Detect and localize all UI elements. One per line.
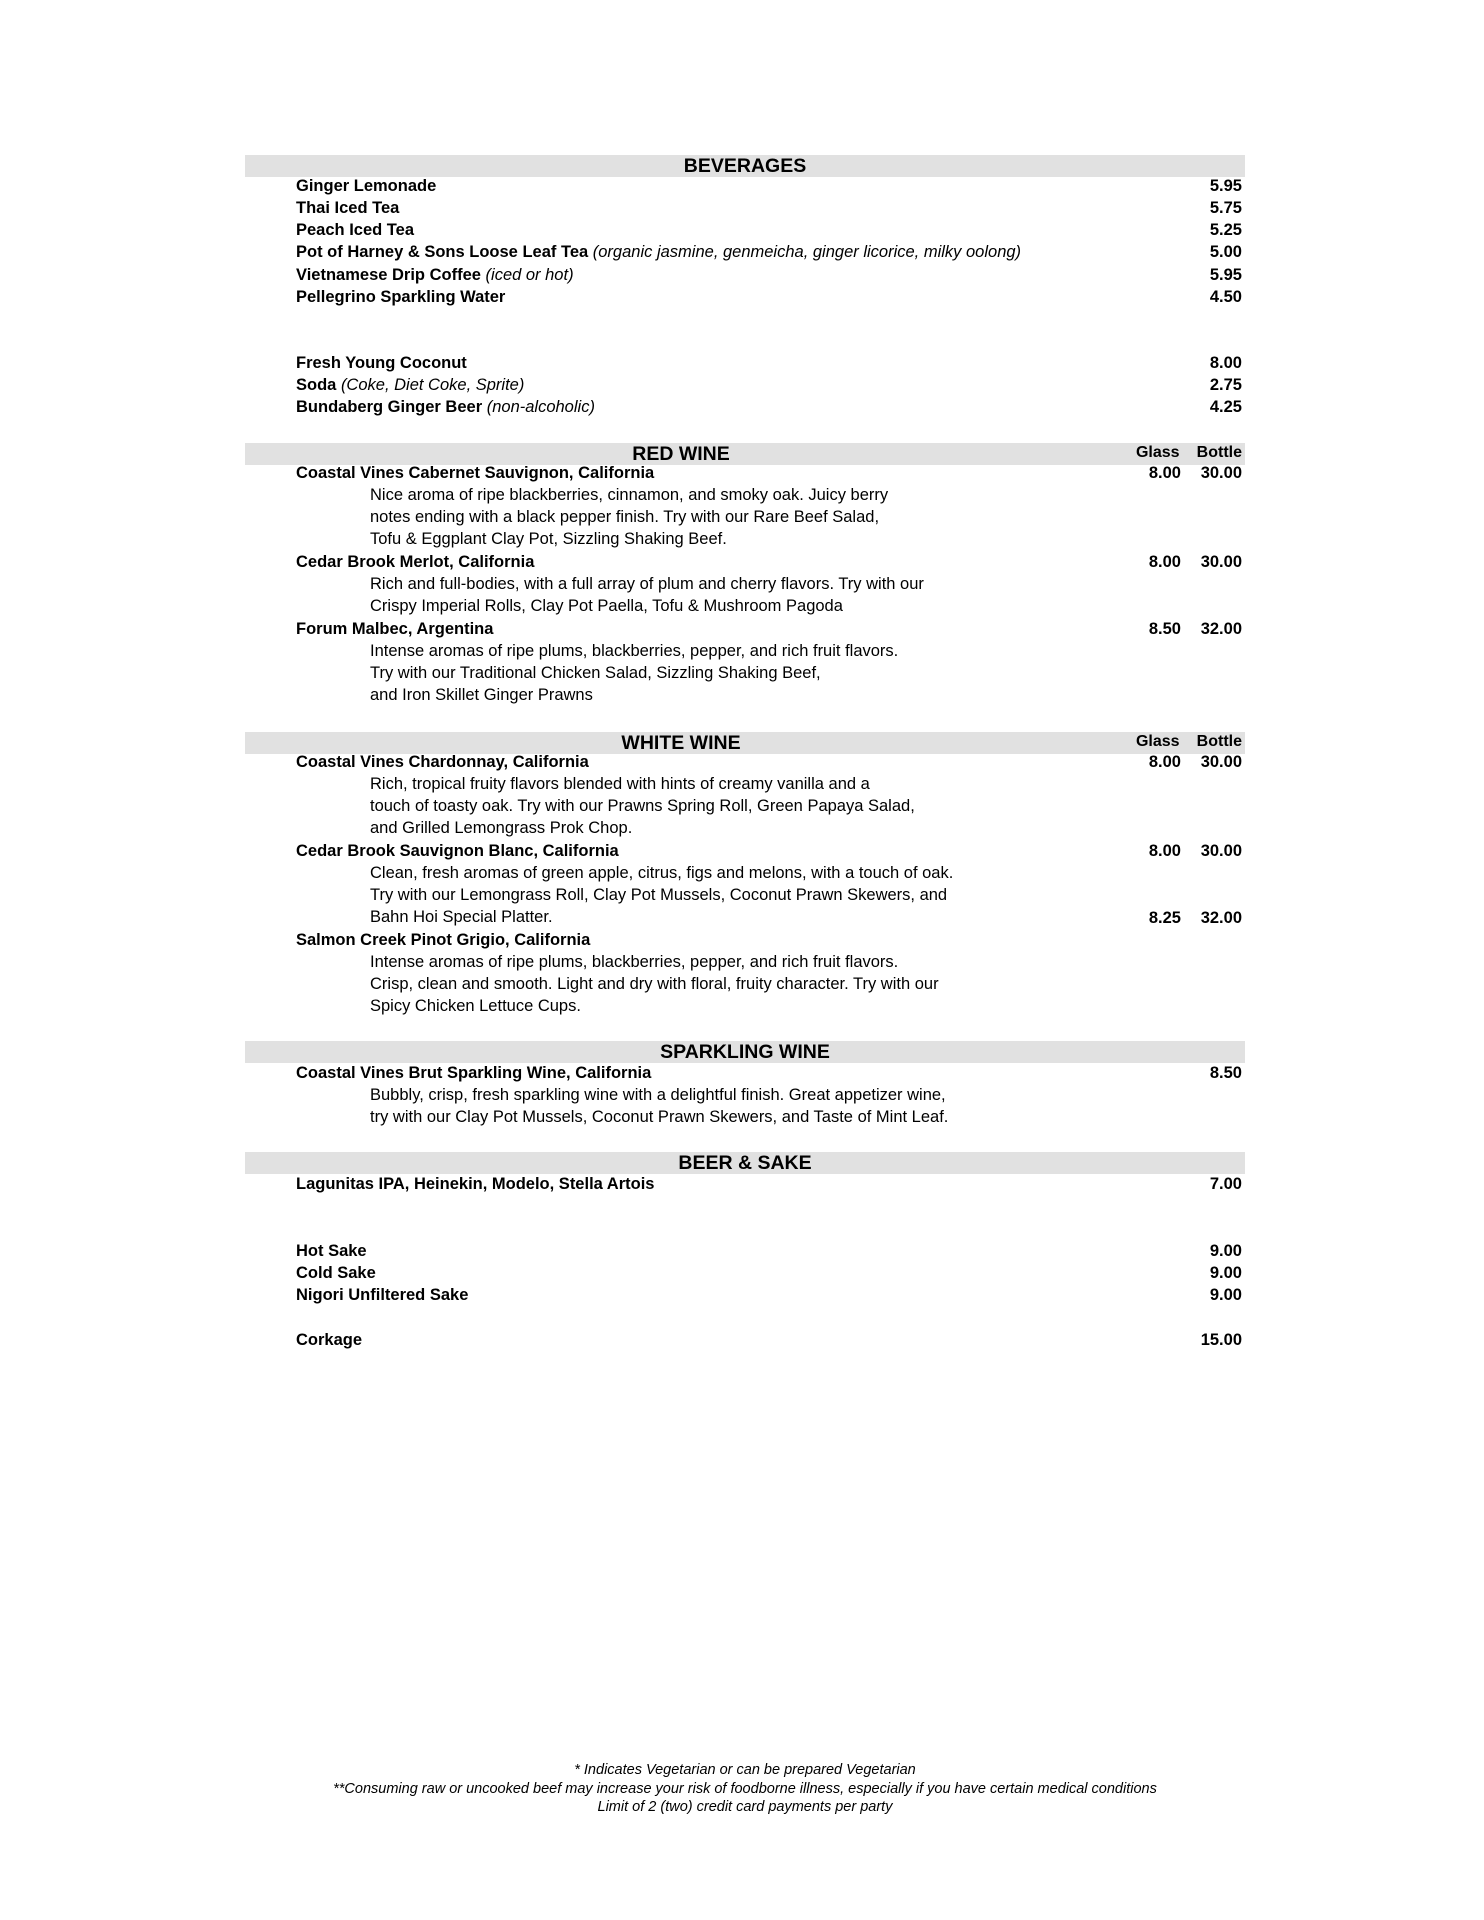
description-line: Crispy Imperial Rolls, Clay Pot Paella, Tofu & Mushroom Pagoda	[370, 597, 843, 616]
description-line: Spicy Chicken Lettuce Cups.	[370, 997, 581, 1016]
item-name: Lagunitas IPA, Heinekin, Modelo, Stella Artois	[296, 1175, 655, 1193]
description-line: and Iron Skillet Ginger Prawns	[370, 686, 593, 705]
wine-item	[296, 462, 1245, 484]
wine-price-row	[1100, 907, 1245, 929]
raw-beef-warning: **Consuming raw or uncooked beef may increase your risk of foodborne illness, especially if you have certain medical conditions	[333, 1780, 1157, 1797]
glass-column-label: Glass	[1135, 444, 1180, 461]
item-name: Pot of Harney & Sons Loose Leaf Tea	[296, 243, 589, 261]
description-line: Try with our Traditional Chicken Salad, Sizzling Shaking Beef,	[370, 664, 821, 683]
item-name: Nigori Unfiltered Sake	[296, 1286, 469, 1304]
item-name: Fresh Young Coconut	[296, 354, 467, 372]
description-line: Intense aromas of ripe plums, blackberries, pepper, and rich fruit flavors.	[370, 642, 899, 660]
description-line: Bahn Hoi Special Platter.	[370, 908, 553, 927]
wine-description	[370, 951, 939, 1018]
description-line: Clean, fresh aromas of green apple, citrus, figs and melons, with a touch of oak.	[370, 864, 954, 882]
bottle-price: 30.00	[1200, 553, 1242, 571]
glass-price: 8.00	[1148, 753, 1181, 771]
item-name: Salmon Creek Pinot Grigio, California	[296, 931, 591, 949]
description-line: Try with our Lemongrass Roll, Clay Pot Mussels, Coconut Prawn Skewers, and	[370, 886, 948, 905]
sparkling-wine-title: SPARKLING WINE	[660, 1041, 830, 1063]
price-columns	[1130, 732, 1242, 752]
wine-item	[296, 551, 1245, 573]
menu-item	[296, 374, 1245, 396]
bottle-column-label: Bottle	[1196, 733, 1242, 750]
menu-item	[296, 1173, 1245, 1195]
item-price: 5.25	[1209, 221, 1242, 239]
wine-description	[370, 1084, 948, 1128]
description-line: Crisp, clean and smooth. Light and dry with floral, fruity character. Try with our	[370, 975, 939, 994]
item-price: 9.00	[1209, 1286, 1242, 1304]
sparkling-wine-header	[245, 1041, 1245, 1063]
item-name: Forum Malbec, Argentina	[296, 620, 494, 638]
bottle-price: 32.00	[1200, 909, 1242, 927]
description-line: notes ending with a black pepper finish. Try with our Rare Beef Salad,	[370, 508, 880, 527]
item-price: 4.50	[1209, 288, 1242, 306]
description-line: Intense aromas of ripe plums, blackberries, pepper, and rich fruit flavors.	[370, 953, 899, 971]
description-line: and Grilled Lemongrass Prok Chop.	[370, 819, 633, 838]
menu-item	[296, 219, 1245, 241]
item-name: Cedar Brook Sauvignon Blanc, California	[296, 842, 619, 860]
beer-sake-header	[245, 1152, 1245, 1174]
menu-item	[296, 175, 1245, 197]
item-name: Ginger Lemonade	[296, 177, 437, 195]
item-price: 9.00	[1209, 1242, 1242, 1260]
item-name: Soda	[296, 376, 337, 394]
glass-column-label: Glass	[1135, 733, 1180, 750]
item-name: Hot Sake	[296, 1242, 367, 1260]
description-line: try with our Clay Pot Mussels, Coconut Prawn Skewers, and Taste of Mint Leaf.	[370, 1108, 949, 1127]
description-line: Nice aroma of ripe blackberries, cinnamon, and smoky oak. Juicy berry	[370, 486, 889, 504]
item-price: 7.00	[1209, 1175, 1242, 1193]
menu-item	[296, 197, 1245, 219]
wine-description	[370, 573, 924, 617]
wine-item	[296, 840, 1245, 862]
beverages-header	[245, 155, 1245, 177]
menu-item	[296, 241, 1245, 263]
wine-item	[296, 618, 1245, 640]
item-name: Pellegrino Sparkling Water	[296, 288, 506, 306]
item-name: Corkage	[296, 1331, 363, 1349]
item-name: Bundaberg Ginger Beer	[296, 398, 483, 416]
wine-description	[370, 862, 953, 929]
item-price: 4.25	[1209, 398, 1242, 416]
glass-price: 8.00	[1148, 464, 1181, 482]
red-wine-title: RED WINE	[632, 443, 730, 465]
payment-note: Limit of 2 (two) credit card payments per party	[597, 1799, 893, 1815]
bottle-price: 32.00	[1200, 620, 1242, 638]
glass-price: 8.00	[1148, 842, 1181, 860]
item-price: 15.00	[1200, 1331, 1242, 1349]
wine-item	[296, 1062, 1245, 1084]
glass-price: 8.50	[1148, 620, 1181, 638]
bottle-column-label: Bottle	[1196, 444, 1242, 461]
item-price: 8.50	[1209, 1064, 1242, 1082]
white-wine-title: WHITE WINE	[621, 732, 741, 754]
menu-item	[296, 396, 1245, 418]
menu-item	[296, 352, 1245, 374]
item-price: 2.75	[1209, 376, 1242, 394]
price-columns	[1130, 443, 1242, 463]
menu-item	[296, 264, 1245, 286]
item-note: (non-alcoholic)	[486, 398, 595, 416]
item-name: Coastal Vines Brut Sparkling Wine, California	[296, 1064, 652, 1082]
description-line: Rich and full-bodies, with a full array of plum and cherry flavors. Try with our	[370, 575, 924, 593]
item-price: 5.95	[1209, 266, 1242, 284]
menu-item	[296, 1240, 1245, 1262]
item-price: 8.00	[1209, 354, 1242, 372]
wine-description	[370, 773, 915, 840]
item-name: Coastal Vines Chardonnay, California	[296, 753, 589, 771]
description-line: Tofu & Eggplant Clay Pot, Sizzling Shaking Beef.	[370, 530, 727, 549]
description-line: touch of toasty oak. Try with our Prawns Spring Roll, Green Papaya Salad,	[370, 797, 915, 816]
beer-sake-title: BEER & SAKE	[678, 1152, 812, 1174]
beverages-title: BEVERAGES	[683, 155, 807, 177]
item-name: Coastal Vines Cabernet Sauvignon, California	[296, 464, 655, 482]
item-note: (iced or hot)	[485, 266, 574, 284]
glass-price: 8.00	[1148, 553, 1181, 571]
footer-notes	[245, 1761, 1245, 1817]
wine-description	[370, 640, 898, 707]
glass-price: 8.25	[1148, 909, 1181, 927]
item-price: 5.95	[1209, 177, 1242, 195]
menu-item	[296, 286, 1245, 308]
menu-item	[296, 1284, 1245, 1306]
wine-item	[296, 929, 1245, 951]
description-line: Bubbly, crisp, fresh sparkling wine with a delightful finish. Great appetizer wine,	[370, 1086, 946, 1104]
item-name: Peach Iced Tea	[296, 221, 415, 239]
item-price: 5.75	[1209, 199, 1242, 217]
vegetarian-note: * Indicates Vegetarian or can be prepared Vegetarian	[574, 1762, 916, 1778]
item-price: 5.00	[1209, 243, 1242, 261]
menu-item	[296, 1262, 1245, 1284]
item-note: (organic jasmine, genmeicha, ginger licorice, milky oolong)	[592, 243, 1022, 261]
description-line: Rich, tropical fruity flavors blended with hints of creamy vanilla and a	[370, 775, 870, 793]
item-name: Vietnamese Drip Coffee	[296, 266, 481, 284]
item-name: Thai Iced Tea	[296, 199, 400, 217]
item-name: Cedar Brook Merlot, California	[296, 553, 535, 571]
wine-description	[370, 484, 888, 551]
item-price: 9.00	[1209, 1264, 1242, 1282]
menu-item	[296, 1329, 1245, 1351]
item-name: Cold Sake	[296, 1264, 376, 1282]
bottle-price: 30.00	[1200, 842, 1242, 860]
item-note: (Coke, Diet Coke, Sprite)	[340, 376, 525, 394]
bottle-price: 30.00	[1200, 464, 1242, 482]
wine-item	[296, 751, 1245, 773]
bottle-price: 30.00	[1200, 753, 1242, 771]
